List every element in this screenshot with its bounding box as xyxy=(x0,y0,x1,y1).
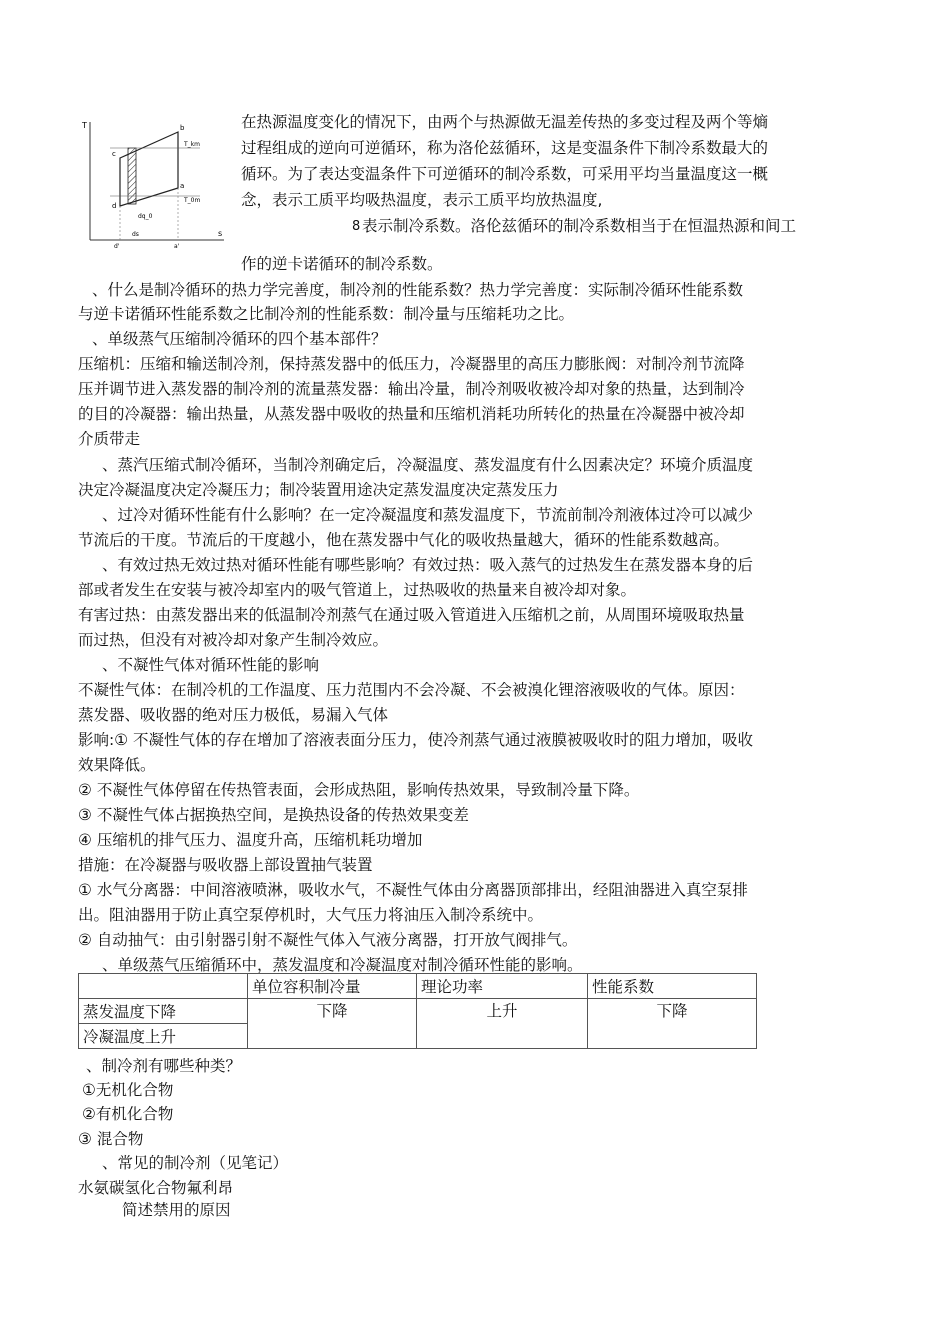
label-d: d xyxy=(112,202,117,210)
intro-line-1: 在热源温度变化的情况下，由两个与热源做无温差传热的多变过程及两个等熵 xyxy=(241,113,769,131)
lorenz-cycle-diagram xyxy=(80,118,228,248)
q8-heading: 、制冷剂有哪些种类？ xyxy=(86,1057,242,1075)
q5-line-1: 、有效过热无效过热对循环性能有哪些影响？有效过热：吸入蒸气的过热发生在蒸发器本身的后 xyxy=(102,556,754,574)
intro-line-2: 过程组成的逆向可逆循环，称为洛伦兹循环，这是变温条件下制冷系数最大的 xyxy=(241,139,769,157)
intro-line-5-num: 8 xyxy=(352,219,361,234)
label-d2: d' xyxy=(114,243,120,248)
table-row-label: 蒸发温度下降 xyxy=(79,999,248,1024)
q2-line-2: 压并调节进入蒸发器的制冷剂的流量蒸发器：输出冷量，制冷剂吸收被冷却对象的热量，达到制冷 xyxy=(78,380,745,398)
label-a: a xyxy=(180,182,185,190)
kind-1: ①无机化合物 xyxy=(82,1081,174,1099)
table-header-cell: 单位容积制冷量 xyxy=(248,974,417,999)
q6-line-7: ④ 压缩机的排气压力、温度升高，压缩机耗功增加 xyxy=(78,831,423,849)
q6-heading: 、不凝性气体对循环性能的影响 xyxy=(102,656,320,674)
axis-y-label: T xyxy=(82,121,87,130)
hatched-strip xyxy=(128,148,136,204)
intro-line-5: 表示制冷系数。洛伦兹循环的制冷系数相当于在恒温热源和间工 xyxy=(362,217,797,235)
label-a2: a' xyxy=(174,243,180,248)
label-tkm: T_km xyxy=(184,141,200,148)
label-t0m: T_0m xyxy=(184,197,201,204)
q2-line-3: 的目的冷凝器：输出热量，从蒸发器中吸收的热量和压缩机消耗功所转化的热量在冷凝器中被冷却 xyxy=(78,405,745,423)
axis-x-label: s xyxy=(218,229,223,238)
q2-heading: 、单级蒸气压缩制冷循环的四个基本部件？ xyxy=(92,330,387,348)
table-header-row xyxy=(79,974,757,999)
q1-line-2: 与逆卡诺循环性能系数之比制冷剂的性能系数：制冷量与压缩耗功之比。 xyxy=(78,305,575,323)
table-cell: 下降 xyxy=(248,999,417,1049)
q3-line-1: 、蒸汽压缩式制冷循环，当制冷剂确定后，冷凝温度、蒸发温度有什么因素决定？环境介质温度 xyxy=(102,456,754,474)
q9-heading: 、常见的制冷剂（见笔记） xyxy=(102,1154,289,1172)
kind-2: ②有机化合物 xyxy=(82,1105,174,1123)
table-row-label: 冷凝温度上升 xyxy=(79,1024,248,1049)
q2-line-1: 压缩机：压缩和输送制冷剂，保持蒸发器中的低压力，冷凝器里的高压力膨胀阀：对制冷剂节流降 xyxy=(78,355,745,373)
q6-line-6: ③ 不凝性气体占据换热空间，是换热设备的传热效果变差 xyxy=(78,806,469,824)
label-dq: dq_0 xyxy=(138,213,153,220)
q5-line-4: 而过热，但没有对被冷却对象产生制冷效应。 xyxy=(78,631,389,649)
q6-line-4: 效果降低。 xyxy=(78,756,156,774)
label-ds: ds xyxy=(132,231,139,238)
table-cell: 下降 xyxy=(588,999,757,1049)
intro-line-4: 念，表示工质平均吸热温度，表示工质平均放热温度, xyxy=(241,191,603,209)
q6-line-8: 措施：在冷凝器与吸收器上部设置抽气装置 xyxy=(78,856,373,874)
table-cell: 上升 xyxy=(417,999,588,1049)
q6-line-1: 不凝性气体：在制冷机的工作温度、压力范围内不会冷凝、不会被溴化锂溶液吸收的气体。原因： xyxy=(78,681,745,699)
tail-line-1: 水氨碳氢化合物氟利昂 xyxy=(78,1179,234,1197)
q6-line-2: 蒸发器、吸收器的绝对压力极低，易漏入气体 xyxy=(78,706,389,724)
q2-line-4: 介质带走 xyxy=(78,430,141,448)
q6-line-5: ② 不凝性气体停留在传热管表面，会形成热阻，影响传热效果，导致制冷量下降。 xyxy=(78,781,640,799)
q6-line-10: 出。阻油器用于防止真空泵停机时，大气压力将油压入制冷系统中。 xyxy=(78,906,544,924)
kind-3: ③ 混合物 xyxy=(78,1130,144,1148)
table-row xyxy=(79,999,757,1024)
label-b: b xyxy=(180,124,185,132)
table-header-cell xyxy=(79,974,248,999)
q7-heading: 、单级蒸气压缩循环中，蒸发温度和冷凝温度对制冷循环性能的影响。 xyxy=(102,956,583,974)
tail-line-2: 简述禁用的原因 xyxy=(122,1201,231,1219)
q6-line-9: ① 水气分离器：中间溶液喷淋，吸收水气，不凝性气体由分离器顶部排出，经阻油器进入真空泵排 xyxy=(78,881,748,899)
table-header-cell: 理论功率 xyxy=(417,974,588,999)
label-c: c xyxy=(112,150,116,158)
intro-line-6: 作的逆卡诺循环的制冷系数。 xyxy=(241,255,443,273)
q3-line-2: 决定冷凝温度决定冷凝压力；制冷装置用途决定蒸发温度决定蒸发压力 xyxy=(78,481,559,499)
q4-line-1: 、过冷对循环性能有什么影响？在一定冷凝温度和蒸发温度下，节流前制冷剂液体过冷可以减少 xyxy=(102,506,754,524)
q6-line-11: ② 自动抽气：由引射器引射不凝性气体入气液分离器，打开放气阀排气。 xyxy=(78,931,578,949)
q5-line-3: 有害过热：由蒸发器出来的低温制冷剂蒸气在通过吸入管道进入压缩机之前，从周围环境吸取热量 xyxy=(78,606,745,624)
table-header-cell: 性能系数 xyxy=(588,974,757,999)
q6-line-3: 影响:① 不凝性气体的存在增加了溶液表面分压力，使冷剂蒸气通过液膜被吸收时的阻力增加，吸收 xyxy=(78,731,754,749)
intro-line-3: 循环。为了表达变温条件下可逆循环的制冷系数，可采用平均当量温度这一概 xyxy=(241,165,769,183)
q5-line-2: 部或者发生在安装与被冷却室内的吸气管道上，过热吸收的热量来自被冷却对象。 xyxy=(78,581,637,599)
effects-table xyxy=(78,973,757,1049)
q1-line-1: 、什么是制冷循环的热力学完善度，制冷剂的性能系数？热力学完善度：实际制冷循环性能系数 xyxy=(92,281,744,299)
q4-line-2: 节流后的干度。节流后的干度越小，他在蒸发器中气化的吸收热量越大，循环的性能系数越高。 xyxy=(78,531,730,549)
